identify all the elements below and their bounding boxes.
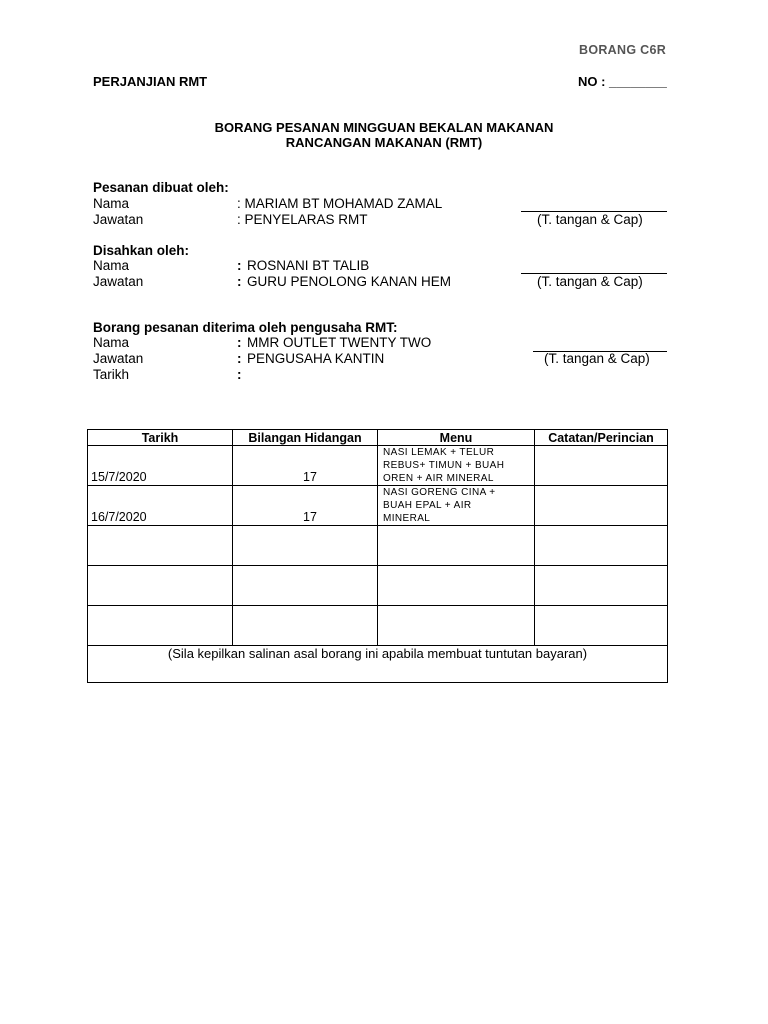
- date-cell: 15/7/2020: [88, 446, 233, 486]
- menu-line: MINERAL: [383, 513, 431, 524]
- order-table: [87, 429, 668, 683]
- menu-cell: [378, 606, 535, 646]
- table-row: [88, 606, 668, 646]
- page-title: BORANG PESANAN MINGGUAN BEKALAN MAKANAN: [214, 120, 554, 135]
- table-header-row: [88, 430, 668, 446]
- received-by-signature-label: (T. tangan & Cap): [544, 351, 650, 366]
- received-by-position-value: PENGUSAHA KANTIN: [247, 351, 385, 366]
- menu-line: NASI GORENG CINA +: [383, 487, 496, 498]
- servings-cell: [233, 566, 378, 606]
- ordered-by-name-value: : MARIAM BT MOHAMAD ZAMAL: [237, 196, 443, 211]
- menu-cell: [378, 486, 535, 526]
- date-cell: [88, 526, 233, 566]
- received-by-position-label: Jawatan: [93, 351, 144, 366]
- ordered-by-position-value: : PENYELARAS RMT: [237, 212, 368, 227]
- agreement-label: PERJANJIAN RMT: [93, 74, 208, 89]
- date-cell: 16/7/2020: [88, 486, 233, 526]
- table-row: [88, 526, 668, 566]
- table-row: [88, 566, 668, 606]
- table-row: [88, 446, 668, 486]
- ordered-by-signature-label: (T. tangan & Cap): [537, 212, 643, 227]
- ordered-by-heading: Pesanan dibuat oleh:: [93, 180, 229, 195]
- menu-cell: [378, 446, 535, 486]
- received-by-heading: Borang pesanan diterima oleh pengusaha RMT:: [93, 320, 398, 335]
- received-by-position-colon: :: [237, 351, 242, 366]
- ordered-by-name-label: Nama: [93, 196, 130, 211]
- servings-cell: [233, 606, 378, 646]
- approved-by-signature-label: (T. tangan & Cap): [537, 274, 643, 289]
- notes-cell: [535, 526, 668, 566]
- approved-by-name-colon: :: [237, 258, 242, 273]
- column-header-menu: Menu: [378, 430, 535, 446]
- approved-by-position-label: Jawatan: [93, 274, 144, 289]
- approved-by-name-label: Nama: [93, 258, 130, 273]
- menu-line: OREN + AIR MINERAL: [383, 473, 494, 484]
- received-by-name-value: MMR OUTLET TWENTY TWO: [247, 335, 432, 350]
- approved-by-name-value: ROSNANI BT TALIB: [247, 258, 370, 273]
- servings-cell: [233, 526, 378, 566]
- approved-by-position-colon: :: [237, 274, 242, 289]
- servings-cell: 17: [233, 446, 378, 486]
- column-header-notes: Catatan/Perincian: [535, 430, 668, 446]
- footer-note: (Sila kepilkan salinan asal borang ini apabila membuat tuntutan bayaran): [88, 646, 668, 683]
- table-footer-row: [88, 646, 668, 683]
- approved-by-position-value: GURU PENOLONG KANAN HEM: [247, 274, 452, 289]
- form-number-field: NO : ________: [578, 74, 667, 89]
- menu-line: REBUS+ TIMUN + BUAH: [383, 460, 505, 471]
- column-header-servings: Bilangan Hidangan: [233, 430, 378, 446]
- ordered-by-position-label: Jawatan: [93, 212, 144, 227]
- notes-cell: [535, 606, 668, 646]
- column-header-date: Tarikh: [88, 430, 233, 446]
- servings-cell: 17: [233, 486, 378, 526]
- date-cell: [88, 566, 233, 606]
- received-by-name-colon: :: [237, 335, 242, 350]
- menu-line: BUAH EPAL + AIR: [383, 500, 472, 511]
- menu-line: NASI LEMAK + TELUR: [383, 447, 495, 458]
- date-cell: [88, 606, 233, 646]
- received-by-date-colon: :: [237, 367, 242, 382]
- notes-cell: [535, 446, 668, 486]
- menu-cell: [378, 566, 535, 606]
- approved-by-heading: Disahkan oleh:: [93, 243, 190, 258]
- menu-cell: [378, 526, 535, 566]
- form-code: BORANG C6R: [579, 43, 667, 57]
- notes-cell: [535, 486, 668, 526]
- notes-cell: [535, 566, 668, 606]
- table-row: [88, 486, 668, 526]
- received-by-date-label: Tarikh: [93, 367, 130, 382]
- received-by-name-label: Nama: [93, 335, 130, 350]
- page-subtitle: RANCANGAN MAKANAN (RMT): [285, 135, 483, 150]
